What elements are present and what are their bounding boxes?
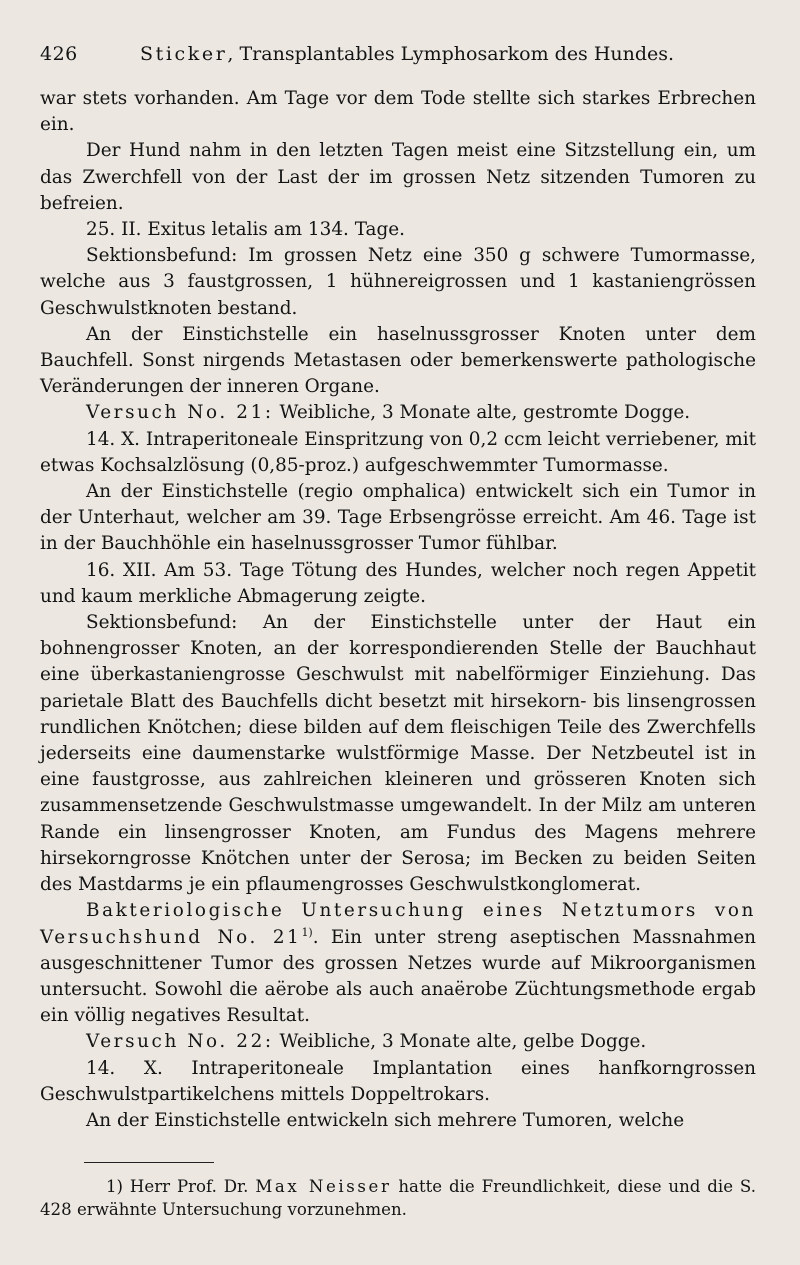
paragraph-11-text: . Ein unter streng aseptischen Massnahmen ausgeschnittener Tumor des grossen Netzes wurde auf Mikroorganismen untersucht. Sowohl die aërobe als auch anaërobe Züchtungsmethode ergab ein völlig negatives Resultat. bbox=[40, 926, 756, 1027]
footnote-marker: 1) bbox=[106, 1177, 124, 1197]
paragraph-4: Sektionsbefund: Im grossen Netz eine 350 g schwere Tumormasse, welche aus 3 faustgrossen, 1 hühnereigrossen und 1 kastaniengrössen Geschwulstknoten bestand. bbox=[40, 245, 756, 319]
paragraph-14: An der Einstichstelle entwickeln sich mehrere Tumoren, welche bbox=[86, 1109, 685, 1131]
paragraph-10: Sektionsbefund: An der Einstichstelle unter der Haut ein bohnengrosser Knoten, an der korrespondierenden Stelle der Bauchhaut eine überkastaniengrosse Geschwulst mit nabelförmiger Einziehung. Das parietale Blatt des Bauchfells dicht besetzt mit hirsekorn- bis linsengrossen rundlichen Knötchen; diese bilden auf dem fleischigen Teile des Zwerchfells jederseits eine daumenstarke wulstförmige Masse. Der Netzbeutel ist in eine faustgrosse, aus zahlreichen kleineren und grösseren Knoten sich zusammensetzende Geschwulstmasse umgewandelt. In der Milz am unteren Rande ein linsengrosser Knoten, am Fundus des Magens mehrere hirsekorngrosse Knötchen unter der Serosa; im Becken zu beiden Seiten des Mastdarms je ein pflaumengrosses Geschwulstkonglomerat. bbox=[40, 612, 756, 896]
running-title bbox=[140, 42, 756, 66]
footnote bbox=[40, 1175, 756, 1221]
footnote-reference[interactable]: 1) bbox=[301, 925, 313, 939]
paragraph-1: war stets vorhanden. Am Tage vor dem Tode stellte sich starkes Erbrechen ein. bbox=[40, 88, 756, 136]
running-title-author: Sticker bbox=[140, 43, 228, 65]
paragraph-12-text: Weibliche, 3 Monate alte, gelbe Dogge. bbox=[273, 1031, 647, 1053]
footnote-divider bbox=[84, 1162, 214, 1163]
experiment-label-22: Versuch No. 22: bbox=[86, 1031, 274, 1053]
paragraph-5: An der Einstichstelle ein haselnussgrosser Knoten unter dem Bauchfell. Sonst nirgends Metastasen oder bemerkenswerte pathologische Veränderungen der inneren Organe. bbox=[40, 323, 756, 398]
body-text bbox=[40, 86, 756, 1134]
experiment-label-21: Versuch No. 21: bbox=[86, 402, 274, 424]
running-title-text: , Transplantables Lymphosarkom des Hundes. bbox=[227, 43, 675, 65]
paragraph-12 bbox=[40, 1029, 756, 1055]
footnote-person: Max Neisser bbox=[255, 1177, 392, 1197]
paragraph-13: 14. X. Intraperitoneale Implantation eines hanfkorngrossen Geschwulstpartikelchens mittels Doppeltrokars. bbox=[40, 1057, 756, 1105]
paragraph-8: An der Einstichstelle (regio omphalica) entwickelt sich ein Tumor in der Unterhaut, welcher am 39. Tage Erbsengrösse erreicht. Am 46. Tage ist in der Bauchhöhle ein haselnussgrosser Tumor fühlbar. bbox=[40, 481, 756, 555]
paragraph-2: Der Hund nahm in den letzten Tagen meist eine Sitzstellung ein, um das Zwerchfell von der Last der im grossen Netz sitzenden Tumoren zu befreien. bbox=[40, 140, 756, 214]
running-head bbox=[40, 42, 756, 66]
paragraph-11 bbox=[40, 898, 756, 1029]
footnote-prefix: Herr Prof. Dr. bbox=[123, 1177, 256, 1197]
paragraph-6-text: Weibliche, 3 Monate alte, gestromte Dogge. bbox=[273, 402, 691, 424]
paragraph-7: 14. X. Intraperitoneale Einspritzung von 0,2 ccm leicht verriebener, mit etwas Kochsalzlösung (0,85-proz.) aufgeschwemmter Tumormasse. bbox=[40, 428, 756, 476]
bacteriology-label: Bakteriologische Untersuchung eines Netztumors von Versuchshund No. 21 bbox=[40, 900, 756, 948]
paragraph-6 bbox=[40, 400, 756, 426]
page-number: 426 bbox=[40, 43, 78, 65]
paragraph-3: 25. II. Exitus letalis am 134. Tage. bbox=[86, 219, 406, 241]
footnote-text bbox=[40, 1175, 756, 1221]
footnote-body: hatte die Freundlichkeit, diese und die S. 428 erwähnte Untersuchung vorzunehmen. bbox=[40, 1177, 756, 1220]
paragraph-9: 16. XII. Am 53. Tage Tötung des Hundes, welcher noch regen Appetit und kaum merkliche Abmagerung zeigte. bbox=[40, 559, 756, 607]
